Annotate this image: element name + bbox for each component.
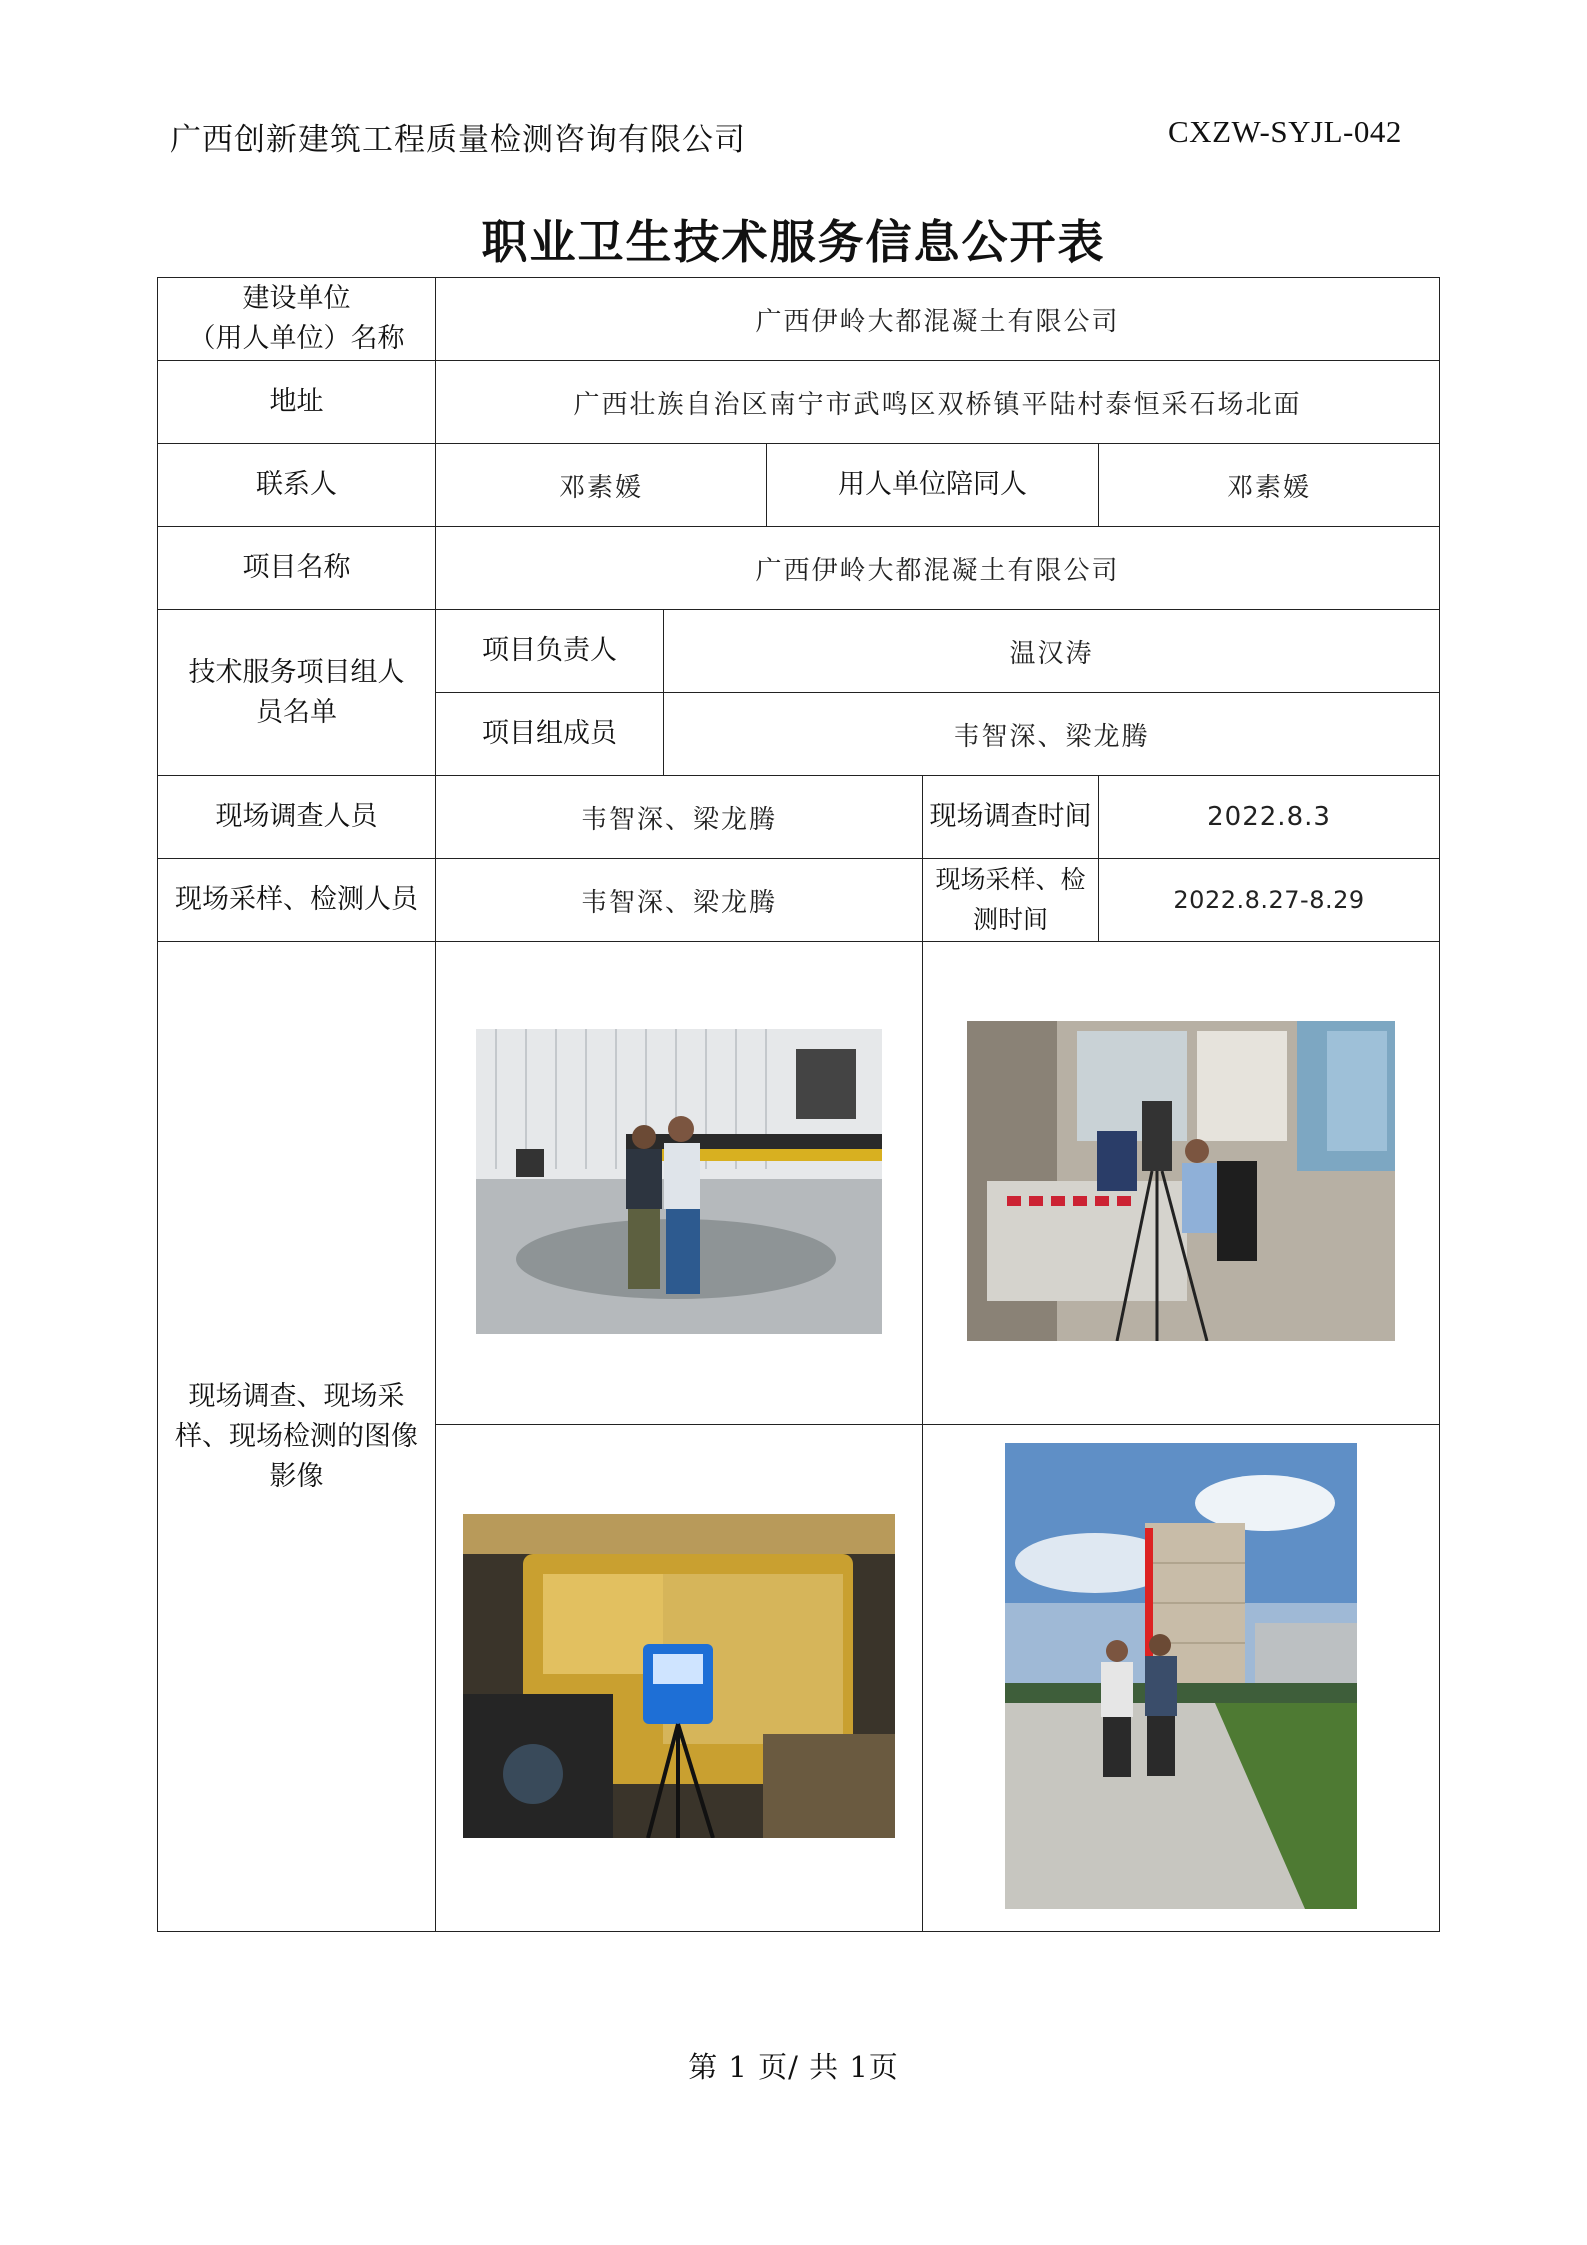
survey-staff-value: 韦智深、梁龙腾 <box>436 776 923 859</box>
escort-value: 邓素媛 <box>1099 444 1440 527</box>
unit-value: 广西伊岭大都混凝土有限公司 <box>436 278 1440 361</box>
contact-value: 邓素媛 <box>436 444 767 527</box>
team-label <box>158 610 436 776</box>
address-value: 广西壮族自治区南宁市武鸣区双桥镇平陆村泰恒采石场北面 <box>436 361 1440 444</box>
table-row <box>158 361 1440 444</box>
photo-cell <box>436 942 923 1425</box>
members-value: 韦智深、梁龙腾 <box>664 693 1440 776</box>
leader-value: 温汉涛 <box>664 610 1440 693</box>
images-label <box>158 942 436 1932</box>
page-number: 第 1 页/ 共 1页 <box>688 2050 899 2084</box>
sampling-equipment-photo <box>463 1514 895 1838</box>
survey-time-value: 2022.8.3 <box>1099 776 1440 859</box>
table-row <box>158 776 1440 859</box>
photo-cell <box>923 942 1440 1425</box>
survey-time-label: 现场调查时间 <box>923 776 1099 859</box>
contact-label: 联系人 <box>158 444 436 527</box>
escort-label: 用人单位陪同人 <box>767 444 1099 527</box>
sampling-staff-label: 现场采样、检测人员 <box>158 859 436 942</box>
unit-label <box>158 278 436 361</box>
unit-label-line2: （用人单位）名称 <box>188 323 405 354</box>
project-value: 广西伊岭大都混凝土有限公司 <box>436 527 1440 610</box>
photo-cell <box>436 1425 923 1932</box>
sampling-time-label: 现场采样、检测时间 <box>923 859 1099 942</box>
table-row <box>158 278 1440 361</box>
table-row <box>158 610 1440 693</box>
site-entrance-photo <box>1005 1443 1357 1909</box>
control-room-photo <box>967 1021 1395 1341</box>
info-table <box>157 277 1440 1932</box>
address-label: 地址 <box>158 361 436 444</box>
photo-cell <box>923 1425 1440 1932</box>
table-row <box>158 859 1440 942</box>
members-label: 项目组成员 <box>436 693 664 776</box>
document-code: CXZW-SYJL-042 <box>1168 114 1402 149</box>
page-title: 职业卫生技术服务信息公开表 <box>481 215 1106 269</box>
sampling-time-value: 2022.8.27-8.29 <box>1099 859 1440 942</box>
company-name: 广西创新建筑工程质量检测咨询有限公司 <box>170 122 746 158</box>
table-row <box>158 527 1440 610</box>
survey-staff-label: 现场调查人员 <box>158 776 436 859</box>
leader-label: 项目负责人 <box>436 610 664 693</box>
table-row <box>158 444 1440 527</box>
team-label-text: 技术服务项目组人员名单 <box>188 656 405 728</box>
project-label: 项目名称 <box>158 527 436 610</box>
sampling-staff-value: 韦智深、梁龙腾 <box>436 859 923 942</box>
table-row <box>158 942 1440 1425</box>
images-label-text: 现场调查、现场采样、现场检测的图像影像 <box>175 1380 418 1492</box>
unit-label-line1: 建设单位 <box>242 283 351 314</box>
site-survey-photo <box>476 1029 882 1334</box>
